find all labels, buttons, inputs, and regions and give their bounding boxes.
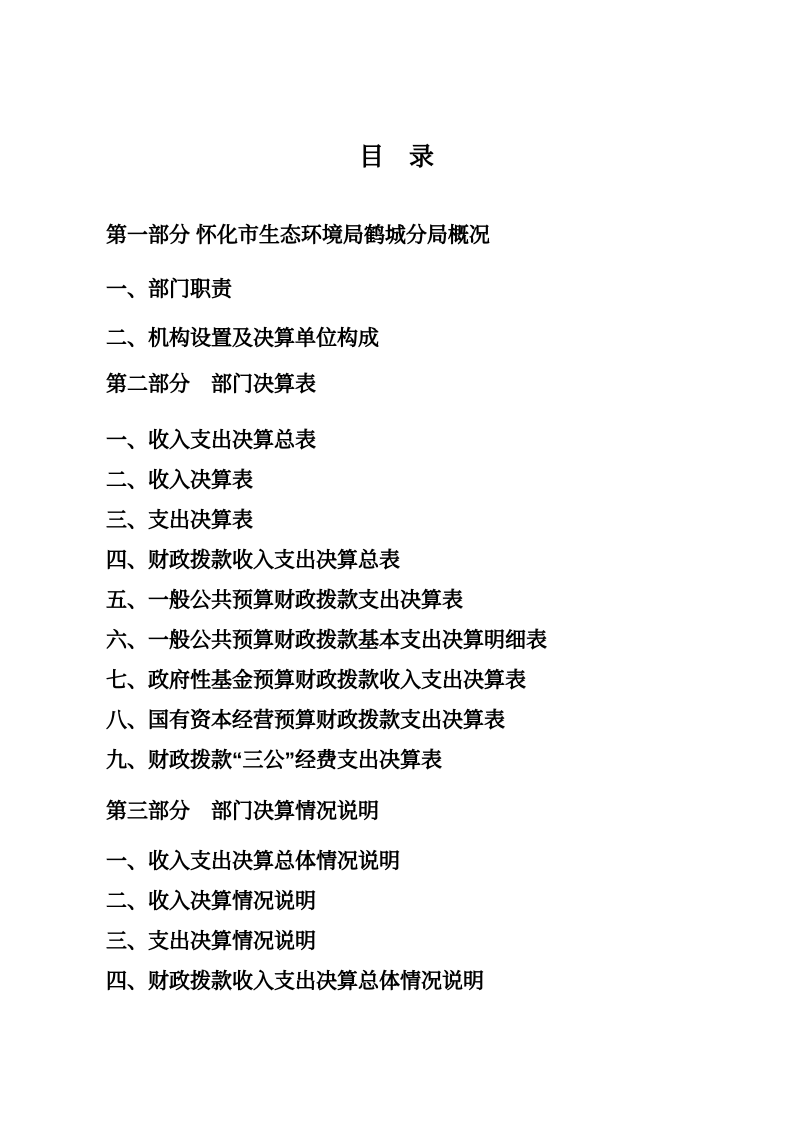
toc-entry: 五、一般公共预算财政拨款支出决算表 [106, 589, 463, 612]
toc-entry: 九、财政拨款“三公”经费支出决算表 [106, 749, 442, 772]
part1-heading: 第一部分 怀化市生态环境局鹤城分局概况 [106, 224, 490, 247]
toc-section-part1 [106, 216, 733, 359]
toc-entry: 一、收入支出决算总表 [106, 429, 316, 452]
toc-section-part3 [106, 792, 733, 1002]
toc-entry: 四、财政拨款收入支出决算总表 [106, 549, 400, 572]
toc-entry: 七、政府性基金预算财政拨款收入支出决算表 [106, 669, 526, 692]
toc-entry: 二、机构设置及决算单位构成 [106, 327, 379, 350]
toc-entry: 三、支出决算情况说明 [106, 930, 316, 953]
toc-entry: 六、一般公共预算财政拨款基本支出决算明细表 [106, 629, 547, 652]
toc-entry: 一、收入支出决算总体情况说明 [106, 850, 400, 873]
toc-entry: 八、国有资本经营预算财政拨款支出决算表 [106, 709, 505, 732]
toc-entry: 三、支出决算表 [106, 509, 253, 532]
part3-heading: 第三部分 部门决算情况说明 [106, 800, 379, 823]
toc-page [0, 137, 793, 1002]
toc-entry: 二、收入决算情况说明 [106, 890, 316, 913]
toc-entry: 二、收入决算表 [106, 469, 253, 492]
table-of-contents [0, 216, 793, 1002]
part2-heading: 第二部分 部门决算表 [106, 373, 316, 396]
toc-entry: 一、部门职责 [106, 278, 232, 301]
toc-section-part2 [106, 365, 733, 781]
document-title: 目 录 [358, 143, 434, 171]
toc-entry: 四、财政拨款收入支出决算总体情况说明 [106, 970, 484, 993]
